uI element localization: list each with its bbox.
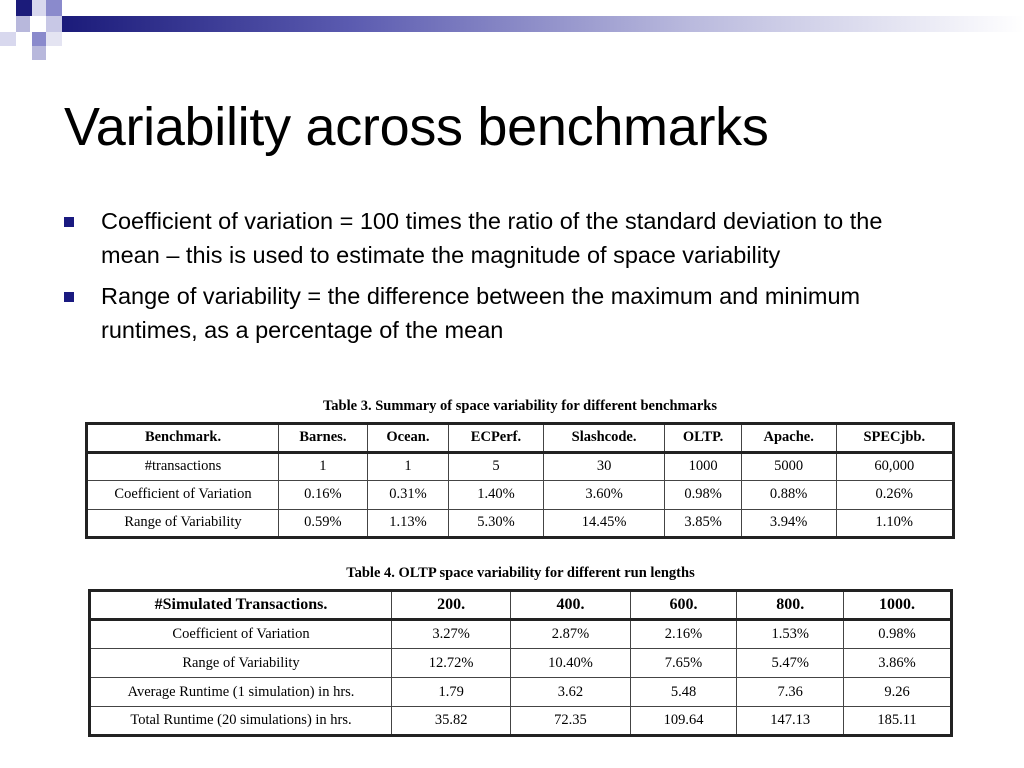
bullet-list [64, 204, 944, 354]
table-cell: 10.40% [511, 649, 630, 678]
table-header-row [87, 424, 954, 453]
deco-square [0, 32, 16, 46]
table-header-cell: Benchmark. [87, 424, 279, 453]
table-cell: 14.45% [543, 509, 665, 538]
bullet-item [64, 204, 944, 272]
bullet-item [64, 279, 944, 347]
deco-square [32, 32, 46, 46]
slide-decoration [0, 0, 1024, 70]
table-header-cell: Slashcode. [543, 424, 665, 453]
table-cell: #transactions [87, 452, 279, 481]
table-cell: 60,000 [836, 452, 953, 481]
table3 [85, 422, 955, 539]
table-row [90, 620, 952, 649]
slide-title: Variability across benchmarks [64, 97, 769, 157]
deco-square [32, 0, 46, 16]
table-cell: 0.88% [741, 481, 836, 510]
table-row [87, 452, 954, 481]
table-cell: 0.98% [844, 620, 952, 649]
table-cell: 0.98% [665, 481, 741, 510]
table-cell: 5.48 [630, 678, 737, 707]
table-cell: 1.10% [836, 509, 953, 538]
table-header-cell: 800. [737, 591, 844, 620]
table-cell: 5.47% [737, 649, 844, 678]
table-row [87, 509, 954, 538]
table-cell: 3.86% [844, 649, 952, 678]
table-header-cell: SPECjbb. [836, 424, 953, 453]
table-header-cell: Ocean. [367, 424, 448, 453]
table-header-cell: 1000. [844, 591, 952, 620]
bullet-text: Range of variability = the difference between the maximum and minimum runtimes, as a percentage of the mean [101, 283, 861, 343]
table-cell: Range of Variability [87, 509, 279, 538]
table-header-cell: 200. [392, 591, 511, 620]
table-cell: Coefficient of Variation [87, 481, 279, 510]
table-cell: 0.31% [367, 481, 448, 510]
table-cell: 7.36 [737, 678, 844, 707]
deco-square [32, 46, 46, 60]
table-cell: 5 [449, 452, 544, 481]
table-cell: 3.94% [741, 509, 836, 538]
table-row [90, 678, 952, 707]
table-cell: 0.59% [279, 509, 368, 538]
table-cell: 3.85% [665, 509, 741, 538]
table3-caption: Table 3. Summary of space variability for different benchmarks [322, 398, 718, 414]
table-cell: 0.26% [836, 481, 953, 510]
table-cell: 12.72% [392, 649, 511, 678]
table-cell: 7.65% [630, 649, 737, 678]
deco-square [16, 16, 30, 32]
table-header-cell: 400. [511, 591, 630, 620]
table-header-cell: #Simulated Transactions. [90, 591, 392, 620]
table-cell: 5.30% [449, 509, 544, 538]
table-cell: 2.16% [630, 620, 737, 649]
table-row [90, 649, 952, 678]
table4 [88, 589, 953, 737]
table-cell: 3.27% [392, 620, 511, 649]
table-cell: 1 [279, 452, 368, 481]
table-header-cell: Barnes. [279, 424, 368, 453]
table-cell: 1.13% [367, 509, 448, 538]
table-cell: 30 [543, 452, 665, 481]
table-cell: 147.13 [737, 707, 844, 736]
table-row [87, 481, 954, 510]
table-cell: 109.64 [630, 707, 737, 736]
bullet-text: Coefficient of variation = 100 times the ratio of the standard deviation to the mean – this is used to estimate the magnitude of space variability [101, 208, 883, 268]
table-cell: Range of Variability [90, 649, 392, 678]
table-cell: 1.53% [737, 620, 844, 649]
table-cell: 185.11 [844, 707, 952, 736]
table-cell: Total Runtime (20 simulations) in hrs. [90, 707, 392, 736]
table-header-row [90, 591, 952, 620]
table-cell: Coefficient of Variation [90, 620, 392, 649]
bullet-square-icon [64, 217, 74, 227]
deco-square [16, 0, 32, 16]
table-cell: 3.62 [511, 678, 630, 707]
table-header-cell: ECPerf. [449, 424, 544, 453]
header-gradient-bar [62, 16, 1024, 32]
table4-caption: Table 4. OLTP space variability for different run lengths [346, 565, 695, 581]
table-cell: Average Runtime (1 simulation) in hrs. [90, 678, 392, 707]
table-cell: 2.87% [511, 620, 630, 649]
deco-square [46, 0, 62, 16]
table-header-cell: 600. [630, 591, 737, 620]
table-cell: 3.60% [543, 481, 665, 510]
deco-square [46, 32, 62, 46]
table-cell: 1.40% [449, 481, 544, 510]
table-cell: 1.79 [392, 678, 511, 707]
table-header-cell: OLTP. [665, 424, 741, 453]
table-cell: 72.35 [511, 707, 630, 736]
table-cell: 9.26 [844, 678, 952, 707]
table-cell: 5000 [741, 452, 836, 481]
table-header-cell: Apache. [741, 424, 836, 453]
table-cell: 0.16% [279, 481, 368, 510]
table-cell: 35.82 [392, 707, 511, 736]
table-cell: 1000 [665, 452, 741, 481]
deco-square [46, 16, 62, 32]
table-row [90, 707, 952, 736]
table-cell: 1 [367, 452, 448, 481]
bullet-square-icon [64, 292, 74, 302]
